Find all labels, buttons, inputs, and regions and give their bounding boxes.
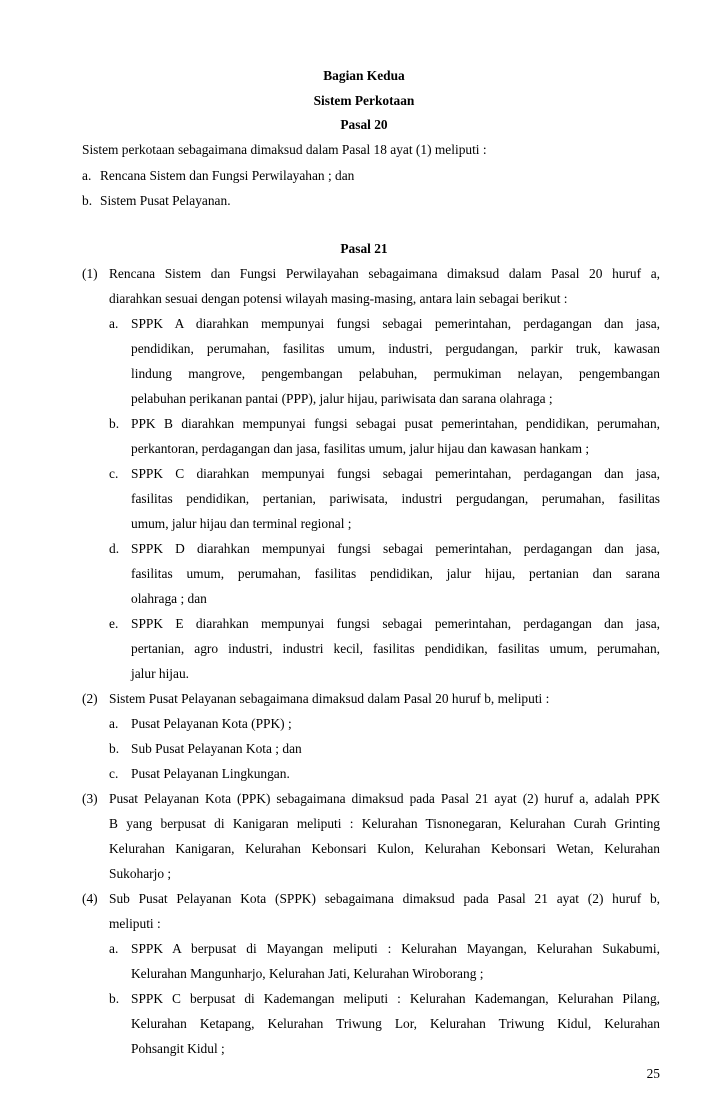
pasal21-p4-line: Sub Pusat Pelayanan Kota (SPPK) sebagaimana dimaksud pada Pasal 21 ayat (2) huruf b, bbox=[109, 891, 660, 906]
pasal21-p1-item-d-marker: d. bbox=[109, 541, 120, 556]
pasal21-p2-item-a-marker: a. bbox=[109, 716, 119, 731]
pasal21-p1-item-a-marker: a. bbox=[109, 316, 119, 331]
pasal21-p1-line: diarahkan sesuai dengan potensi wilayah masing-masing, antara lain sebagai berikut : bbox=[109, 291, 568, 306]
pasal21-p2-text: Sistem Pusat Pelayanan sebagaimana dimaksud dalam Pasal 20 huruf b, meliputi : bbox=[109, 691, 550, 706]
pasal21-p4-item-a-line: SPPK A berpusat di Mayangan meliputi : Kelurahan Mayangan, Kelurahan Sukabumi, bbox=[131, 941, 660, 956]
pasal21-p1-item-a-line: lindung mangrove, pengembangan pelabuhan, permukiman nelayan, pengembangan bbox=[131, 366, 660, 381]
pasal21-p1-item-c-line: fasilitas pendidikan, pertanian, pariwisata, industri pergudangan, perumahan, fasilitas bbox=[131, 491, 660, 506]
article-21-heading: Pasal 21 bbox=[340, 241, 388, 256]
pasal21-p2-item-b-marker: b. bbox=[109, 741, 120, 756]
pasal21-p4-item-b-line: SPPK C berpusat di Kademangan meliputi : Kelurahan Kademangan, Kelurahan Pilang, bbox=[131, 991, 660, 1006]
pasal21-p2-item-b-text: Sub Pusat Pelayanan Kota ; dan bbox=[131, 741, 302, 756]
pasal21-p2-marker: (2) bbox=[82, 691, 98, 706]
section-part-heading: Bagian Kedua bbox=[323, 68, 405, 83]
pasal21-p4-item-b-marker: b. bbox=[109, 991, 120, 1006]
pasal21-p2-item-c-text: Pusat Pelayanan Lingkungan. bbox=[131, 766, 290, 781]
pasal21-p4-marker: (4) bbox=[82, 891, 98, 906]
pasal21-p1-item-e-line: pertanian, agro industri, industri kecil, fasilitas pendidikan, fasilitas umum, perumahan, bbox=[131, 641, 660, 656]
pasal20-item-b-text: Sistem Pusat Pelayanan. bbox=[100, 193, 231, 208]
pasal21-p1-line: Rencana Sistem dan Fungsi Perwilayahan sebagaimana dimaksud dalam Pasal 20 huruf a, bbox=[109, 266, 660, 281]
pasal21-p4-item-a-line: Kelurahan Mangunharjo, Kelurahan Jati, Kelurahan Wiroborang ; bbox=[131, 966, 484, 981]
pasal21-p1-item-b-line: PPK B diarahkan mempunyai fungsi sebagai pusat pemerintahan, pendidikan, perumahan, bbox=[131, 416, 660, 431]
pasal21-p3-line: Pusat Pelayanan Kota (PPK) sebagaimana dimaksud pada Pasal 21 ayat (2) huruf a, adalah PPK bbox=[109, 791, 660, 806]
pasal21-p1-item-b-marker: b. bbox=[109, 416, 120, 431]
pasal21-p1-item-d-line: SPPK D diarahkan mempunyai fungsi sebagai pemerintahan, perdagangan dan jasa, bbox=[131, 541, 660, 556]
pasal21-p4-item-a-marker: a. bbox=[109, 941, 119, 956]
article-20-heading: Pasal 20 bbox=[340, 117, 388, 132]
pasal21-p1-item-e-line: jalur hijau. bbox=[131, 666, 190, 681]
pasal20-intro: Sistem perkotaan sebagaimana dimaksud dalam Pasal 18 ayat (1) meliputi : bbox=[82, 142, 487, 157]
pasal21-p1-item-d-line: olahraga ; dan bbox=[131, 591, 207, 606]
pasal21-p1-item-b-line: perkantoran, perdagangan dan jasa, fasilitas umum, jalur hijau dan kawasan hankam ; bbox=[131, 441, 590, 456]
pasal21-p3-marker: (3) bbox=[82, 791, 98, 806]
pasal21-p1-item-c-marker: c. bbox=[109, 466, 119, 481]
pasal21-p4-item-b-line: Pohsangit Kidul ; bbox=[131, 1041, 225, 1056]
pasal21-p1-item-c-line: umum, jalur hijau dan terminal regional ; bbox=[131, 516, 352, 531]
pasal21-p1-item-e-line: SPPK E diarahkan mempunyai fungsi sebagai pemerintahan, perdagangan dan jasa, bbox=[131, 616, 660, 631]
pasal21-p1-item-c-line: SPPK C diarahkan mempunyai fungsi sebagai pemerintahan, perdagangan dan jasa, bbox=[131, 466, 660, 481]
pasal21-p4-item-b-line: Kelurahan Ketapang, Kelurahan Triwung Lor, Kelurahan Triwung Kidul, Kelurahan bbox=[131, 1016, 660, 1031]
page-number: 25 bbox=[646, 1066, 660, 1081]
pasal21-p1-item-a-line: pelabuhan perikanan pantai (PPP), jalur hijau, pariwisata dan sarana olahraga ; bbox=[131, 391, 553, 406]
pasal21-p3-line: B yang berpusat di Kanigaran meliputi : Kelurahan Tisnonegaran, Kelurahan Curah Grinting bbox=[109, 816, 660, 831]
pasal21-p2-item-a-text: Pusat Pelayanan Kota (PPK) ; bbox=[131, 716, 292, 731]
pasal21-p1-item-d-line: fasilitas umum, perumahan, fasilitas pendidikan, jalur hijau, pertanian dan sarana bbox=[131, 566, 660, 581]
pasal21-p3-line: Sukoharjo ; bbox=[109, 866, 172, 881]
pasal20-item-a-marker: a. bbox=[82, 168, 92, 183]
pasal21-p2-item-c-marker: c. bbox=[109, 766, 119, 781]
pasal21-p3-line: Kelurahan Kanigaran, Kelurahan Kebonsari Kulon, Kelurahan Kebonsari Wetan, Kelurahan bbox=[109, 841, 660, 856]
pasal21-p1-item-e-marker: e. bbox=[109, 616, 119, 631]
section-title-heading: Sistem Perkotaan bbox=[313, 93, 415, 108]
pasal20-item-b-marker: b. bbox=[82, 193, 93, 208]
pasal21-p1-marker: (1) bbox=[82, 266, 98, 281]
pasal21-p4-line: meliputi : bbox=[109, 916, 161, 931]
pasal21-p1-item-a-line: SPPK A diarahkan mempunyai fungsi sebagai pemerintahan, perdagangan dan jasa, bbox=[131, 316, 660, 331]
pasal20-item-a-text: Rencana Sistem dan Fungsi Perwilayahan ; dan bbox=[100, 168, 355, 183]
pasal21-p1-item-a-line: pendidikan, perumahan, fasilitas umum, industri, pergudangan, parkir truk, kawasan bbox=[131, 341, 660, 356]
